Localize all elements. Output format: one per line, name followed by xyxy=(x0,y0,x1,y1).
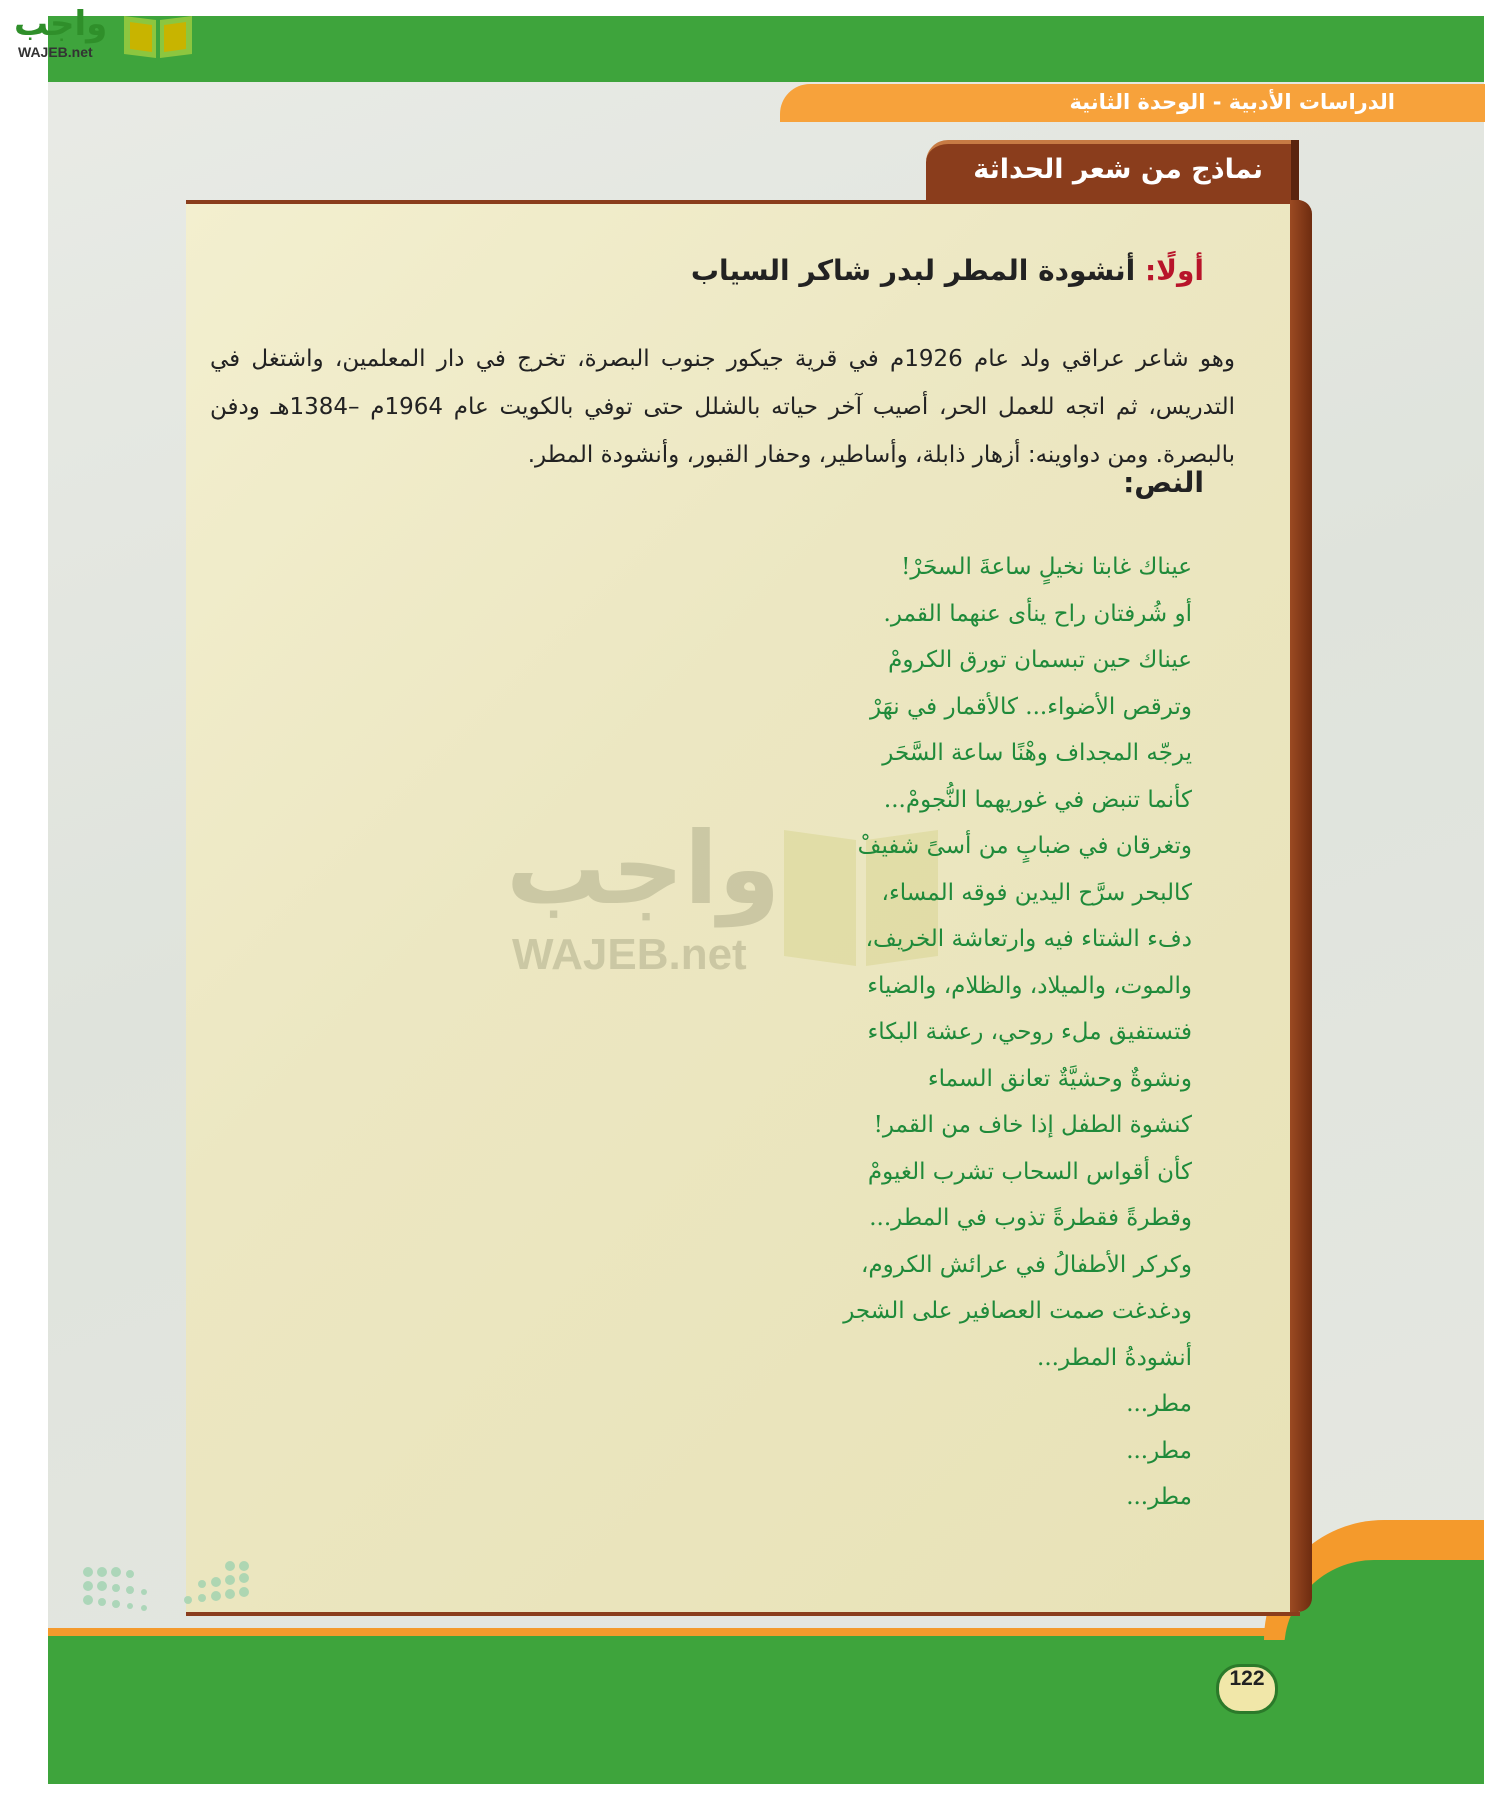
logo-domain: WAJEB.net xyxy=(18,44,93,60)
poem-line: مطر... xyxy=(1126,1391,1192,1417)
content-panel-edge xyxy=(1290,200,1312,1612)
watermark-domain: WAJEB.net xyxy=(512,930,747,979)
poem-line: عيناك حين تبسمان تورق الكرومْ xyxy=(888,647,1192,673)
ministry-dots-logo xyxy=(78,1560,278,1730)
poem-line: دفء الشتاء فيه وارتعاشة الخريف، xyxy=(865,926,1192,952)
lesson-title: نماذج من شعر الحداثة xyxy=(973,154,1263,185)
unit-title: الدراسات الأدبية - الوحدة الثانية xyxy=(1069,90,1395,114)
text-label: النص: xyxy=(1123,466,1204,499)
poem-line: ونشوةٌ وحشيَّةٌ تعانق السماء xyxy=(927,1065,1192,1092)
poem-line: وتغرقان في ضبابٍ من أسىً شفيفْ xyxy=(857,833,1192,859)
section-heading xyxy=(691,254,1204,287)
poem-line: فتستفيق ملء روحي، رعشة البكاء xyxy=(867,1019,1192,1045)
poem-line: وقطرةً فقطرةً تذوب في المطر... xyxy=(869,1205,1192,1231)
poem-line: كنشوة الطفل إذا خاف من القمر! xyxy=(873,1112,1192,1138)
page-number: 122 xyxy=(1216,1664,1278,1714)
poem-line: مطر... xyxy=(1126,1484,1192,1510)
lesson-tab-edge xyxy=(1291,140,1299,206)
top-green-band xyxy=(48,16,1484,82)
poem-line: كأن أقواس السحاب تشرب الغيومْ xyxy=(867,1158,1192,1185)
poem-line: كأنما تنبض في غوريهما النُّجومْ... xyxy=(883,786,1192,813)
wajeb-logo[interactable] xyxy=(10,4,190,64)
poem-line: عيناك غابتا نخيلٍ ساعةَ السحَرْ! xyxy=(901,554,1192,580)
poem-line: وكركر الأطفالُ في عرائش الكروم، xyxy=(860,1251,1192,1278)
book-icon xyxy=(120,10,196,60)
watermark-word: واجب xyxy=(506,810,781,927)
poet-biography: وهو شاعر عراقي ولد عام 1926م في قرية جيكور جنوب البصرة، تخرج في دار المعلمين، واشتغل في التدريس، ثم اتجه للعمل الحر، أصيب آخر حياته بالشلل حتى توفي بالكويت عام 1964م –1384هـ ودفن بالبصرة. ومن دواوينه: أزهار ذابلة، وأساطير، وحفار القبور، وأنشودة المطر. xyxy=(210,346,1235,468)
poem-line: وترقص الأضواء... كالأقمار في نهَرْ xyxy=(869,693,1192,720)
poem xyxy=(572,544,1192,1521)
poem-line: أنشودةُ المطر... xyxy=(1037,1344,1192,1371)
unit-header-bar xyxy=(780,84,1485,122)
poem-line: يرجّه المجداف وهْنًا ساعة السَّحَر xyxy=(882,740,1192,766)
poem-line: أو شُرفتان راح ينأى عنهما القمر. xyxy=(883,600,1192,627)
lesson-title-tab xyxy=(926,140,1291,206)
logo-word: واجب xyxy=(14,4,108,44)
section-lead: أولًا: xyxy=(1144,254,1204,287)
section-heading-text: أنشودة المطر لبدر شاكر السياب xyxy=(690,254,1136,287)
poem-line: والموت، والميلاد، والظلام، والضياء xyxy=(867,972,1192,999)
poem-line: مطر... xyxy=(1126,1437,1192,1464)
poem-line: كالبحر سرَّح اليدين فوقه المساء، xyxy=(881,879,1192,906)
poem-line: ودغدغت صمت العصافير على الشجر xyxy=(843,1298,1192,1324)
